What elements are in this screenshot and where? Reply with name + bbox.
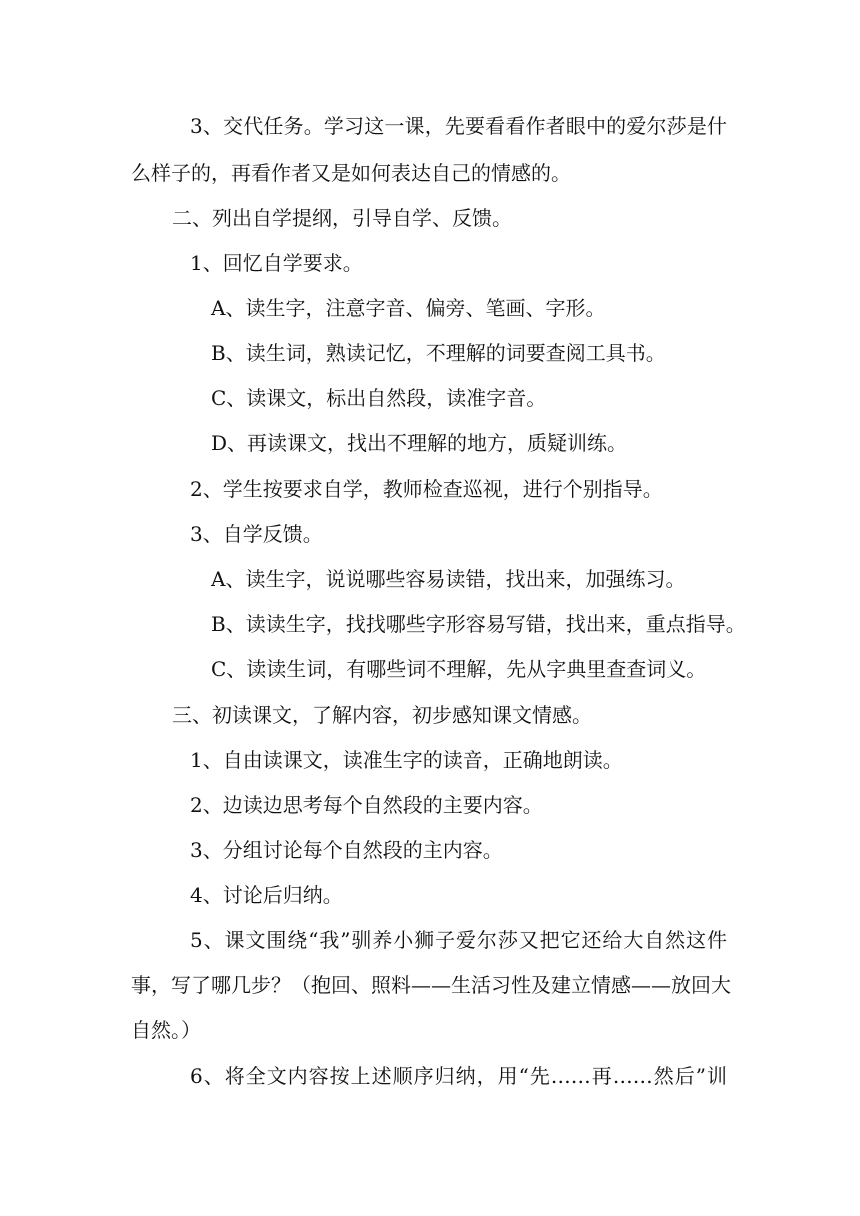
paragraph-line: B、读生词，熟读记忆，不理解的词要查阅工具书。 [211,341,666,365]
paragraph-line: 2、边读边思考每个自然段的主要内容。 [190,793,543,817]
paragraph-line: 自然。） [131,1018,201,1042]
paragraph-line: 4、讨论后归纳。 [190,883,343,907]
paragraph-line: 5、课文围绕“我”驯养小狮子爱尔莎又把它还给大自然这件 [190,928,727,952]
paragraph-line: 6、将全文内容按上述顺序归纳，用“先……再……然后”训 [190,1064,727,1088]
section-heading: 三、初读课文，了解内容，初步感知课文情感。 [172,703,592,727]
paragraph-line: 1、自由读课文，读准生字的读音，正确地朗读。 [190,748,623,772]
paragraph-line: 3、分组讨论每个自然段的主内容。 [190,838,503,862]
paragraph-line: C、读课文，标出自然段，读准字音。 [211,386,547,410]
paragraph-line: B、读读生字，找找哪些字形容易写错，找出来，重点指导。 [211,612,746,636]
section-heading: 二、列出自学提纲，引导自学、反馈。 [172,206,512,230]
paragraph-line: 3、交代任务。学习这一课，先要看看作者眼中的爱尔莎是什 [190,114,727,138]
paragraph-line: 2、学生按要求自学，教师检查巡视，进行个别指导。 [190,477,663,501]
paragraph-line: 1、回忆自学要求。 [190,251,363,275]
paragraph-line: A、读生字，说说哪些容易读错，找出来，加强练习。 [211,567,686,591]
paragraph-line: 事，写了哪几步？（抱回、照料——生活习性及建立情感——放回大 [131,973,731,997]
paragraph-line: 3、自学反馈。 [190,522,323,546]
paragraph-line: A、读生字，注意字音、偏旁、笔画、字形。 [211,296,606,320]
paragraph-line: C、读读生词，有哪些词不理解，先从字典里查查词义。 [211,657,707,681]
paragraph-line: 么样子的，再看作者又是如何表达自己的情感的。 [131,161,571,185]
paragraph-line: D、再读课文，找出不理解的地方，质疑训练。 [211,431,628,455]
